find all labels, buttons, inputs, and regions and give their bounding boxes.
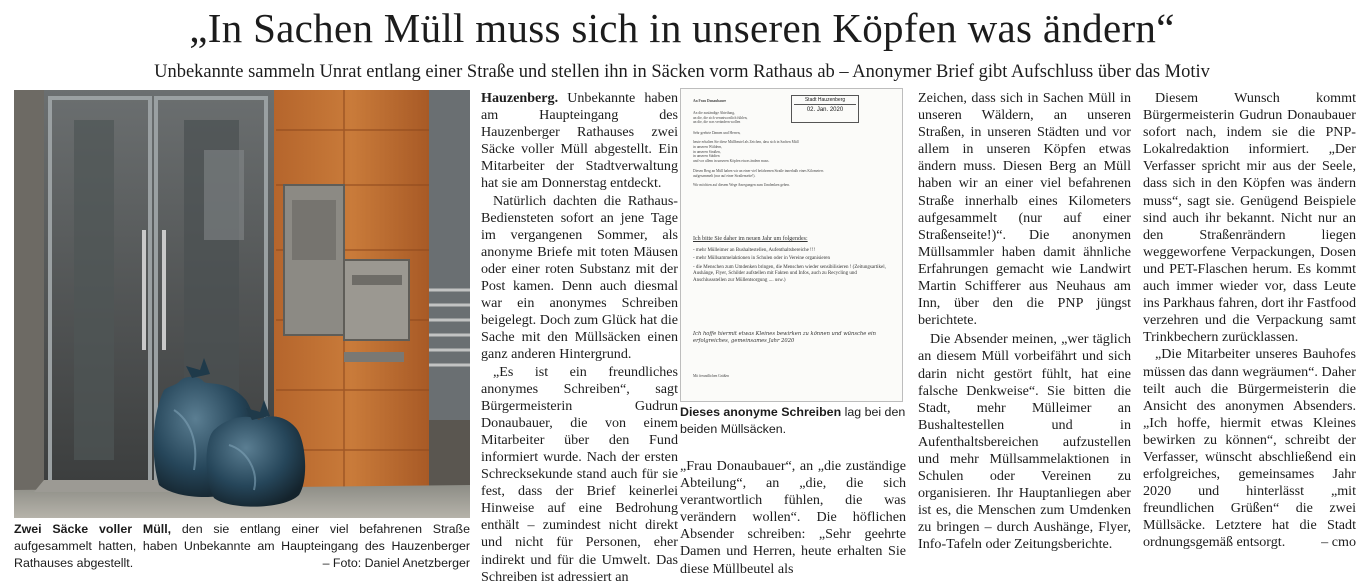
paragraph: Zeichen, dass sich in Sachen Müll in unseren Wäldern, an unseren Straßen, in unseren Städten und vor allem in unseren Köpfen etwas ändern muss. Diesen Berg an Müll haben wir an einer viel befahrenen Straße innerhalb eines Kilometers aufgesammelt (nur auf einer Straßenseite!)“. Die anonymen Müllsammler haben damit ähnliche Erfahrungen gemacht wie Landwirt Martin Schifferer aus Neuhaus am Inn, über den die PNP jüngst berichtete. — [918, 90, 1131, 329]
photo-caption-bold: Zwei Säcke voller Müll, — [14, 522, 172, 536]
letter-line: Sehr geehrte Damen und Herren, — [693, 130, 741, 135]
article-column-3 — [918, 90, 1131, 554]
letter-line: Wir möchten auf diesem Wege Anregungen zum Umdenken geben. — [693, 182, 790, 187]
paragraph-text: Unbekannte haben am Haupteingang des Hauzenberger Rathauses zwei Säcke voller Müll abgestellt. Ein Mitarbeiter der Stadtverwaltung hat sie am Donnerstag entdeckt. — [481, 90, 678, 192]
letter-line: und vor allem in unseren Köpfen etwas ändern muss. — [693, 158, 770, 163]
dateline: Hauzenberg. — [481, 90, 559, 106]
letter-bullet-text: die Menschen zum Umdenken bringen, die Menschen wieder sensibilisieren ! (Zeitungsartikel, Aushänge, Flyer, Schilder aufstellen mit Fakten und Infos, auch zu Recycling und Anschlussstellen zur Müllentsorgung .... usw.) — [693, 264, 886, 283]
headline: „In Sachen Müll muss sich in unseren Köpfen was ändern“ — [189, 5, 1175, 51]
letter-greeting: Mit freundlichen Grüßen — [693, 374, 729, 378]
paragraph: „Frau Donaubauer“, an „die zuständige Abteilung“, an „die, die sich verantwortlich fühlen, die was verändern wollen“. Die höflichen Absender schreiben: „Sehr geehrte Damen und Herren, heute erhalten Sie diese Müllbeutel als — [680, 458, 906, 577]
article-photo — [14, 90, 470, 518]
letter-bullet: - mehr Mülleimer an Bushaltestellen, Aufenthaltsbereiche !!! — [693, 248, 816, 253]
letter-handwritten-closing: Ich hoffe hiermit etwas Kleines bewirken zu können und wünsche ein erfolgreiches, gemeinsames Jahr 2020 — [693, 331, 877, 344]
photo-caption — [14, 521, 470, 572]
letter-request-intro: Ich bitte Sie daher im neuen Jahr um folgendes: — [693, 236, 808, 242]
paragraph — [481, 90, 678, 193]
article-column-4 — [1143, 90, 1356, 552]
letter-bullet: - mehr Müllsammelaktionen in Schulen oder in Vereine organisieren — [693, 256, 831, 262]
article-column-1 — [481, 90, 678, 586]
letter-addressee: An Frau Donaubauer — [693, 99, 727, 103]
letter-line: An die zuständige Abteilung, — [693, 111, 735, 115]
letter-line: heute erhalten Sie diese Müllbeutel als Zeichen, dass sich in Sachen Müll — [693, 140, 799, 145]
paragraph: Diesem Wunsch kommt Bürgermeisterin Gudrun Donaubauer sofort nach, indem sie die PNP-Lokalredaktion informiert. „Der Verfasser spricht mir aus der Seele, dass sich in den Köpfen was ändern muss“, sagt sie. Genügend Beispiele sind auch ihr bekannt. Nicht nur an den Straßenrändern liegen weggeworfene Verpackungen, Dosen und PET-Flaschen herum. Es kommt auch immer wieder vor, dass Leute ins Parkhaus fahren, dort ihr Fastfood verzehren und die Verpackung samt Trinkbechern zurücklassen. — [1143, 90, 1356, 346]
subheadline: Unbekannte sammeln Unrat entlang einer Straße und stellen ihn in Säcken vorm Rathaus ab – Anonymer Brief gibt Aufschluss über das Motiv — [154, 62, 1210, 82]
stamp-date: 02. Jan. 2020 — [806, 107, 844, 113]
letter-line: in unseren Straßen, — [693, 149, 721, 154]
anonymous-letter-image — [680, 88, 903, 402]
letter-bullet: - die Menschen zum Umdenken bringen, die Menschen wieder sensibilisieren ! (Zeitungsartikel, Aushänge, Flyer, Schilder aufstellen mit Fakten und Infos, auch zu Recycling und Anschlussstellen zur Müllentsorgung .... usw.) — [693, 264, 886, 283]
letter-line: aufgesammelt (nur auf einer Straßenseite!). — [693, 173, 756, 178]
letter-caption-bold: Dieses anonyme Schreiben — [680, 405, 842, 419]
letter-line: Diesen Berg an Müll haben wir an einer viel befahrenen Straße innerhalb eines Kilometers — [693, 169, 824, 174]
letter-bullet-text: mehr Müllsammelaktionen in Schulen oder in Vereine organisieren — [695, 256, 831, 262]
entrance-with-trash-bags-photo — [14, 90, 470, 518]
letter-line: an die, die was verändern wollen — [693, 120, 741, 125]
photo-credit: – Foto: Daniel Anetzberger — [322, 556, 470, 570]
letter-request — [693, 235, 889, 284]
letter-line: in unseren Wäldern, — [693, 144, 722, 149]
author-signature: – cmo — [1321, 534, 1356, 551]
letter-body — [693, 111, 888, 187]
photo-caption-text: den sie entlang einer viel befahrenen Straße aufgesammelt hatten, haben Unbekannte am Haupteingang des Hauzenberger Rathauses abgestellt. — [14, 522, 470, 570]
letter-bullet-text: mehr Mülleimer an Bushaltestellen, Aufenthaltsbereiche !!! — [695, 248, 816, 253]
article-column-2 — [680, 458, 906, 578]
letter-caption-text: lag bei den beiden Müllsäcken. — [680, 405, 906, 436]
paragraph: Die Absender meinen, „wer täglich an diesem Müll vorbeifährt und sich darin nicht gestört fühlt, hat eine falsche Denkweise“. Sie bitten die Stadt, mehr Mülleimer an Bushaltestellen und in Aufenthaltsbereichen aufzustellen und mehr Müllsammelaktionen in Schulen oder Vereinen zu organisieren. Ihr Hauptanliegen aber ist es, die Menschen zum Umdenken zu bringen – durch Aushänge, Flyer, Info-Tafeln oder Zeitungsberichte. — [918, 331, 1131, 553]
paragraph: „Es ist ein freundliches anonymes Schreiben“, sagt Bürgermeisterin Gudrun Donaubauer, die von einem Mitarbeiter über den Fund informiert wurde. Nach der ersten Schrecksekunde stand auch für sie fest, dass der Brief keinerlei Hinweise auf eine Bedrohung enthält – zumindest nicht direkt und nicht für Personen, eher indirekt und für die Umwelt. Das Schreiben ist adressiert an — [481, 363, 678, 585]
stamp-title: Stadt Hauzenberg — [794, 97, 856, 105]
paragraph: Natürlich dachten die Rathaus-Bediensteten sofort an jene Tage im vergangenen Sommer, als anonyme Briefe mit toten Mäusen oder einer roten Substanz mit der Post kamen. Denn auch diesmal war ein anonymes Schreiben beigelegt. Doch zum Glück hat die Sache mit den Müllsäcken einen ganz anderen Hintergrund. — [481, 192, 678, 363]
letter-line: in unseren Städten — [693, 154, 720, 159]
paragraph-text: „Die Mitarbeiter unseres Bauhofes müssen das dann wegräumen“. Daher teilt auch die Bürgermeisterin die Ansicht des anonymen Absenders. „Ich hoffe, hiermit etwas Kleines bewirken zu können“, schreibt der Verfasser, wünscht abschließend ein erfolgreiches, gemeinsames Jahr 2020 und hinterlässt „mit freundlichen Grüßen“ die zwei Müllsäcke. Letztere hat die Stadt ordnungsgemäß entsorgt. — [1143, 346, 1356, 551]
letter-line: an die, die sich verantwortlich fühlen, — [693, 115, 748, 120]
letter-caption — [680, 404, 906, 438]
paragraph — [1143, 346, 1356, 551]
